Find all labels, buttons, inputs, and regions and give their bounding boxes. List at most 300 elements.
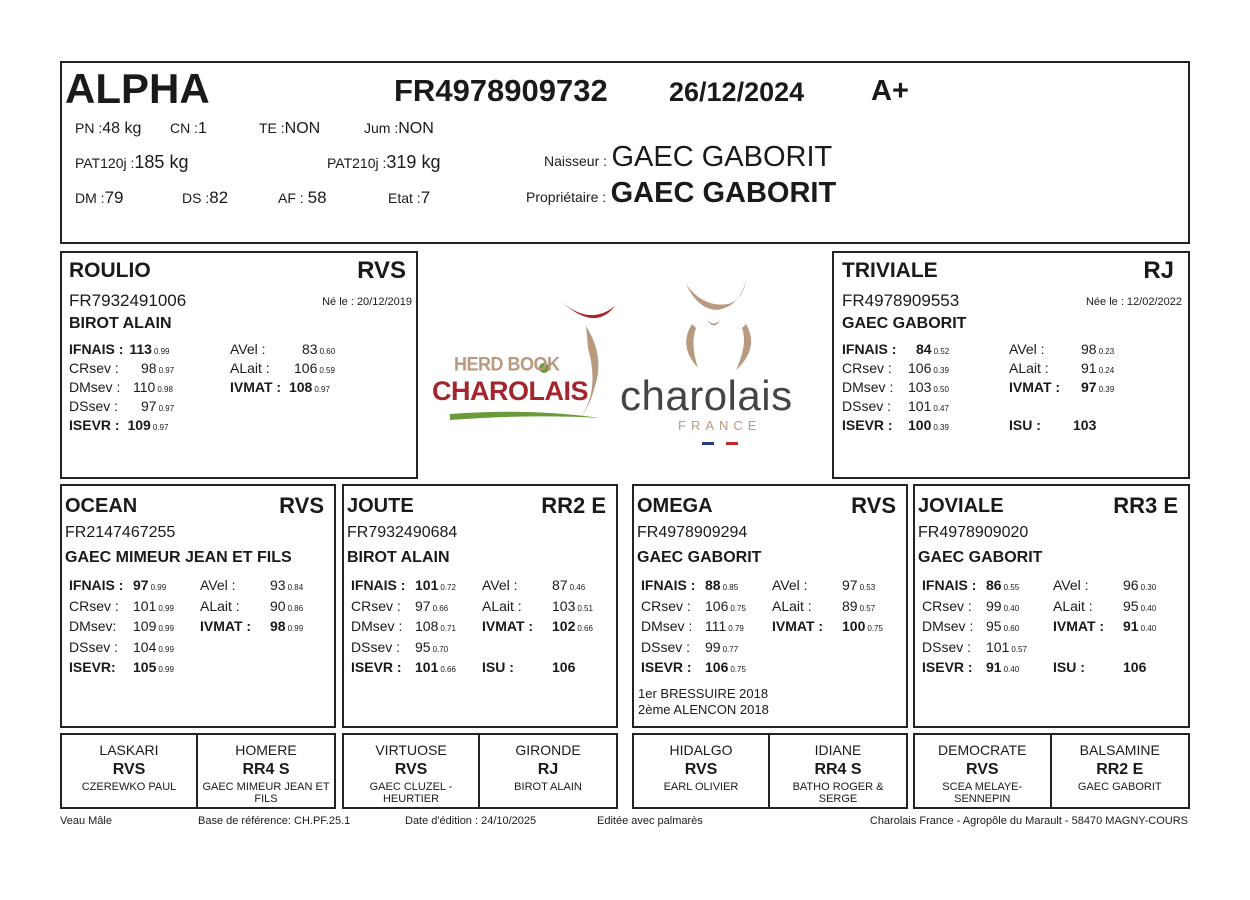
sire-avel [230,341,336,357]
stat-value [705,639,738,655]
cn-label: CN : [170,120,198,136]
gp-rank: RVS [112,761,146,778]
pat210-label: PAT210j : [327,155,387,171]
dam-avel [1009,341,1115,357]
stat-number: 99 [986,597,1002,614]
stat-reliability: 0.59 [319,366,335,375]
parent2-rank: RVS [279,493,324,518]
stat-dssev [69,638,174,655]
stat-label: ISEVR: [69,659,116,675]
sire-isevr [69,417,168,433]
stat-reliability: 0.97 [158,366,175,375]
stat-label: ALait : [482,597,522,614]
pat210-field [327,152,440,173]
stat-reliability: 0.23 [1098,347,1115,356]
stat-value [133,598,174,614]
pn-value: 48 kg [102,120,142,137]
footer-address: Charolais France - Agropôle du Marault - 58470 MAGNY-COURS [869,815,1188,827]
stat-value [705,577,738,593]
stat-crsev [922,597,1020,614]
gp-rank: RVS [394,761,428,778]
stat-label: CRsev : [351,597,401,614]
stat-label: IVMAT : [1009,379,1061,395]
parent2-id: FR4978909294 [637,524,748,541]
etat-label: Etat : [388,190,421,206]
naisseur-field [544,141,832,174]
pn-label: PN : [75,120,103,136]
stat-value [908,398,949,414]
stat-number: 106 [552,659,576,675]
sire-dssev [69,398,175,414]
stat-number: 106 [1123,659,1147,675]
stat-label: AVel : [482,577,518,593]
stat-reliability: 0.55 [1003,583,1020,592]
stat-label: IFNAIS : [641,577,696,593]
parent2-name: OCEAN [65,495,138,517]
stat-label: DMsev : [641,618,693,634]
stat-value [294,360,335,376]
stat-label: AVel : [200,577,236,593]
stat-reliability: 0.97 [158,404,175,413]
stat-reliability: 0.66 [432,603,449,613]
stat-avel [772,577,876,593]
stat-number: 95 [415,638,431,655]
gp-owner: GAEC CLUZEL - HEURTIER [369,781,453,805]
birth-date: 26/12/2024 [669,77,805,107]
proprietaire-label: Propriétaire : [526,189,607,205]
parent2-id: FR7932490684 [347,524,458,541]
stat-isevr [69,659,174,675]
dm-label: DM : [75,190,105,206]
proprietaire-value: GAEC GABORIT [610,177,837,209]
stat-number: 99 [705,638,721,655]
parent2-owner: GAEC MIMEUR JEAN ET FILS [65,549,292,566]
stat-label: ISEVR : [69,417,120,433]
stat-value [552,598,593,614]
pat120-value: 185 kg [134,152,189,172]
stat-value [986,639,1027,655]
stat-isevr [351,659,456,675]
stat-number: 90 [270,597,286,614]
stat-ivmat [200,618,304,634]
stat-number: 100 [908,417,932,433]
stat-reliability: 0.75 [730,603,746,613]
te-field [259,120,320,138]
dm-value: 79 [104,188,124,207]
stat-value [133,577,166,593]
stat-alait [772,597,876,614]
stat-reliability: 0.66 [577,624,593,633]
stat-reliability: 0.99 [150,583,167,592]
stat-alait [482,597,593,614]
stat-value: 108 [288,379,313,395]
dam-isevr [842,417,949,433]
dam-id: FR4978909553 [842,291,960,310]
stat-reliability: 0.71 [440,624,456,633]
stat-value [1081,379,1114,395]
stat-label: ISU : [482,659,514,675]
stat-dssev [351,638,449,655]
stat-value [842,577,875,593]
stat-reliability: 0.39 [933,423,949,432]
stat-reliability: 0.72 [440,583,456,592]
stat-number: 84 [916,341,932,357]
pn-field [75,120,141,138]
stat-label: DMsev : [69,379,121,395]
stat-reliability: 0.77 [722,644,739,654]
stat-number: 109 [133,618,157,634]
stat-number: 101 [415,659,439,675]
stat-number: 100 [842,618,866,634]
stat-label: IFNAIS : [922,577,977,593]
stat-reliability: 0.98 [157,385,173,394]
gp-rank: RR4 S [814,761,862,778]
jum-field [364,120,434,138]
great-grandparent-pair [60,733,336,809]
footer-palmares: Editée avec palmarès [597,815,703,827]
stat-label: IFNAIS : [351,577,406,593]
gp-name: DEMOCRATE [938,742,1027,758]
stat-label: ALait : [772,597,812,614]
stat-reliability: 0.53 [859,583,876,592]
stat-reliability: 0.51 [577,603,593,613]
sire-born: Né le : 20/12/2019 [322,296,412,308]
gp-owner: BIROT ALAIN [514,781,582,793]
stat-value [986,577,1019,593]
stat-number: 97 [1081,379,1097,395]
stat-reliability: 0.75 [867,624,883,633]
stat-reliability: 0.84 [287,583,304,592]
stat-reliability: 0.99 [158,665,174,674]
stat-number: 86 [986,577,1002,593]
stat-number: 111 [705,618,727,634]
gp-name: HIDALGO [669,742,733,758]
stat-label: AVel : [772,577,808,593]
parent2-rank: RR3 E [1113,493,1178,518]
stat-value [986,598,1019,614]
stat-isu [1053,659,1147,675]
stat-reliability: 0.85 [722,583,739,592]
stat-number: 103 [908,379,932,395]
stat-reliability: 0.40 [1140,603,1157,613]
stat-dmsev [69,618,174,634]
stat-number: 95 [986,618,1002,634]
cn-field [170,120,207,138]
stat-reliability: 0.40 [1003,603,1020,613]
dam-rank: RJ [1143,257,1174,284]
stat-value [270,598,303,614]
stat-label: AVel : [230,341,266,357]
stat-number: 110 [133,379,156,395]
stat-dssev [922,638,1027,655]
footer-sex: Veau Mâle [60,815,112,827]
stat-value [552,577,585,593]
stat-reliability: 0.97 [152,423,169,432]
stat-number: 101 [133,597,157,614]
stat-alait [1053,597,1157,614]
stat-number: 93 [270,577,286,593]
dam-crsev [842,360,949,376]
footer-edition: Date d'édition : 24/10/2025 [405,815,537,827]
stat-label: DSsev : [69,638,119,655]
great-grandparent-cell [770,735,906,807]
great-grandparent-cell [915,735,1052,807]
stat-ivmat [1053,618,1157,634]
stat-number: 106 [294,360,318,376]
te-label: TE : [259,120,285,136]
stat-label: DSsev : [351,638,401,655]
stat-number: 83 [302,341,318,357]
stat-ifnais [922,577,1020,593]
parent2-name: JOUTE [347,495,414,517]
stat-label: ISEVR : [922,659,973,675]
parent2-id: FR2147467255 [65,524,176,541]
stat-label: IVMAT : [1053,618,1105,634]
af-field [278,188,327,208]
stat-value [552,618,593,634]
great-grandparent-cell [198,735,334,807]
stat-value [705,618,744,634]
proprietaire-field [526,177,836,210]
pat210-value: 319 kg [386,152,441,172]
gp-name: LASKARI [99,742,159,758]
gp-owner: SCEA MELAYE-SENNEPIN [942,781,1023,805]
stat-number: 106 [705,659,729,675]
dam-born: Née le : 12/02/2022 [1085,296,1182,308]
stat-ifnais [69,577,167,593]
stat-number: 103 [552,597,576,614]
stat-reliability: 0.86 [287,603,304,613]
stat-value: 113 [129,341,152,357]
stat-label: IVMAT : [772,618,824,634]
stat-reliability: 0.60 [319,347,336,356]
charolais-text: charolais [620,372,793,419]
stat-number: 91 [1081,360,1097,376]
stat-label: ALait : [230,360,270,376]
stat-reliability: 0.79 [728,624,744,633]
sire-card [60,251,418,479]
great-grandparent-cell [344,735,480,807]
herdbook-logo [430,296,620,426]
dam-alait [1009,360,1115,376]
dam-ivmat [1009,379,1115,395]
stat-value [842,618,883,634]
stat-reliability: 0.99 [153,347,170,356]
stat-label: ISEVR : [351,659,402,675]
stat-value [415,618,456,634]
stat-reliability: 0.70 [432,644,449,654]
great-grandparent-pair [632,733,908,809]
stat-number: 101 [986,638,1010,655]
sire-name: ROULIO [69,259,151,282]
stat-value [986,618,1019,634]
stat-number: 91 [1123,618,1139,634]
animal-id: FR4978909732 [394,73,608,108]
gp-name: BALSAMINE [1079,742,1160,758]
dam-owner: GAEC GABORIT [842,315,967,332]
dam-name: TRIVIALE [842,259,938,282]
stat-avel [482,577,586,593]
stat-value [842,598,875,614]
gp-rank: RVS [684,761,718,778]
stat-number: 106 [705,597,729,614]
stat-isevr [922,659,1020,675]
stat-value [302,341,335,357]
stat-number: 101 [908,398,932,414]
stat-number: 108 [415,618,439,634]
dam-isu [1009,417,1097,433]
parent2-card [913,484,1190,728]
stat-reliability: 0.97 [314,385,330,394]
parent2-rank: RR2 E [541,493,606,518]
stat-label: AVel : [1053,577,1089,593]
stat-reliability: 0.30 [1140,583,1157,592]
stat-label: IFNAIS : [842,341,897,357]
stat-value [415,639,448,655]
gp-rank: RJ [537,761,559,778]
jum-value: NON [398,120,434,137]
stat-value [1123,577,1156,593]
stat-value [270,577,303,593]
stat-label: CRsev : [922,597,972,614]
stat-reliability: 0.75 [730,665,746,674]
stat-label: DSsev : [842,398,892,414]
stat-avel [1053,577,1157,593]
stat-value [908,417,949,433]
gp-owner: GAEC GABORIT [1077,781,1162,793]
palmares-entry: 1er BRESSUIRE 2018 [638,686,769,701]
stat-label: IVMAT : [230,379,282,395]
great-grandparent-cell [634,735,770,807]
gp-owner: CZEREWKO PAUL [81,781,177,793]
great-grandparent-cell [480,735,616,807]
great-grandparent-pair [342,733,618,809]
stat-reliability: 0.57 [859,603,876,613]
dm-field [75,188,123,208]
stat-value [908,360,949,376]
stat-number: 97 [842,577,858,593]
stat-number: 89 [842,597,858,614]
stat-label: IFNAIS : [69,577,124,593]
gp-owner: BATHO ROGER & SERGE [792,781,884,805]
gp-rank: RR2 E [1096,761,1144,778]
sire-dmsev [69,379,173,395]
pat120-field [75,152,188,173]
charolais-france-logo [618,276,828,451]
stat-value [1081,360,1114,376]
stat-reliability: 0.99 [158,603,174,613]
parent2-card [632,484,908,728]
stat-value: 103 [1073,417,1097,433]
stat-label: IVMAT : [482,618,534,634]
parent2-name: JOVIALE [918,495,1004,517]
stat-number: 98 [270,618,286,634]
stat-number: 88 [705,577,721,593]
great-grandparent-cell [1052,735,1189,807]
stat-value [415,659,456,675]
stat-value [705,598,746,614]
parent2-owner: BIROT ALAIN [347,549,450,566]
stat-number: 101 [415,577,439,593]
stat-crsev [69,597,174,614]
stat-reliability: 0.39 [1098,385,1115,394]
stat-label: IVMAT : [200,618,252,634]
stat-number: 98 [141,360,157,376]
stat-value [1123,659,1146,675]
ds-value: 82 [209,188,229,207]
stat-reliability: 0.39 [933,366,949,375]
stat-label: DMsev: [69,618,117,634]
stat-value [908,379,949,395]
stat-value [552,659,575,675]
stat-value [1081,341,1114,357]
gp-name: GIRONDE [515,742,581,758]
stat-ifnais [641,577,739,593]
stat-ivmat [772,618,883,634]
stat-value [415,598,448,614]
stat-reliability: 0.24 [1098,366,1115,375]
stat-reliability: 0.50 [933,385,949,394]
sire-alait [230,360,335,376]
stat-label: DSsev : [641,638,691,655]
cn-value: 1 [198,120,207,137]
stat-dmsev [351,618,456,634]
stat-reliability: 0.66 [440,665,456,674]
ds-field [182,188,228,208]
stat-crsev [641,597,746,614]
stat-number: 106 [908,360,932,376]
stat-label: DMsev : [922,618,974,634]
parent2-id: FR4978909020 [918,524,1029,541]
pat120-label: PAT120j : [75,155,135,171]
sire-crsev [69,360,175,376]
animal-header [60,61,1190,244]
stat-number: 105 [133,659,157,675]
gp-name: IDIANE [814,742,862,758]
stat-isevr [641,659,746,675]
stat-number: 95 [1123,597,1139,614]
stat-number: 102 [552,618,576,634]
stat-value [1123,598,1156,614]
stat-label: CRsev : [641,597,691,614]
parent2-card [342,484,618,728]
stat-crsev [351,597,449,614]
stat-label: ISU : [1053,659,1085,675]
etat-field [388,188,430,208]
stat-number: 97 [141,398,157,414]
parent2-rank: RVS [851,493,896,518]
stat-value [133,618,174,634]
stat-value [415,577,456,593]
great-grandparent-cell [62,735,198,807]
ds-label: DS : [182,190,210,206]
parent2-card [60,484,336,728]
af-label: AF : [278,190,304,206]
stat-number: 104 [133,638,157,655]
stat-number: 98 [1081,341,1097,357]
stat-label: DSsev : [69,398,119,414]
stat-value [1123,618,1156,634]
stat-reliability: 0.47 [933,404,949,413]
stat-dssev [641,638,739,655]
footer-base: Base de référence: CH.PF.25.1 [198,815,351,827]
stat-label: ALait : [1053,597,1093,614]
jum-label: Jum : [364,120,399,136]
stat-dmsev [922,618,1020,634]
animal-name: ALPHA [65,65,210,112]
gp-owner: EARL OLIVIER [663,781,739,793]
stat-value [133,659,174,675]
